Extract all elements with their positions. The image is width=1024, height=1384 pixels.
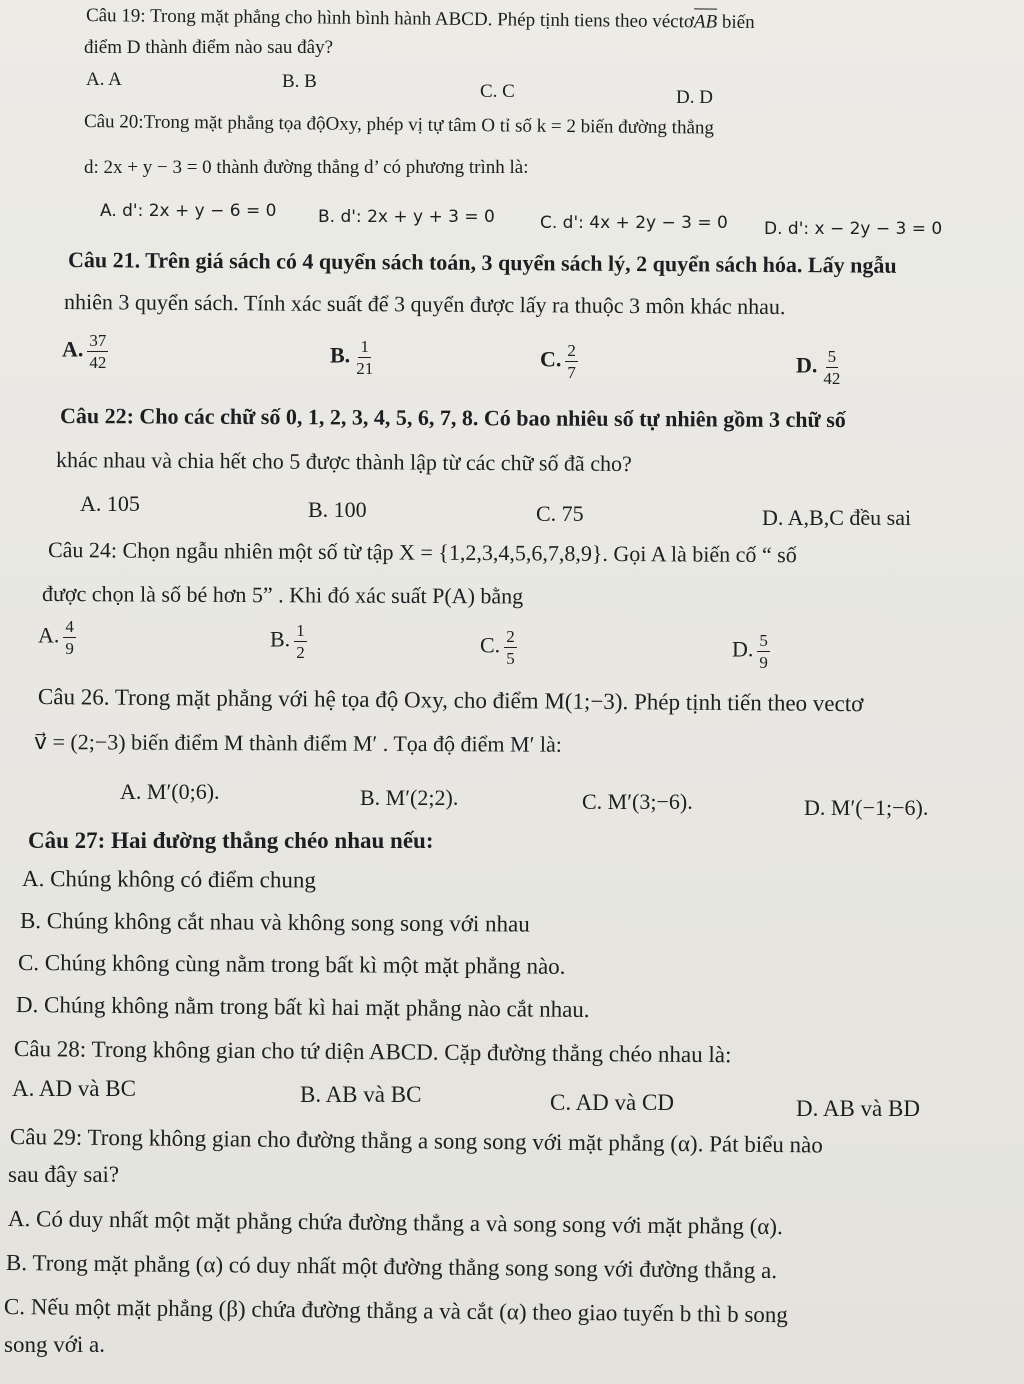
q26-option-c: C. M′(3;−6). <box>582 789 693 814</box>
q29-line1: Câu 29: Trong không gian cho đường thẳng a song song với mặt phẳng (α). Pát biểu nào <box>9 1124 823 1158</box>
q27-option-b: B. Chúng không cắt nhau và không song song với nhau <box>19 908 530 937</box>
q20-line1: Câu 20:Trong mặt phẳng tọa độOxy, phép vị tự tâm O tỉ số k = 2 biến đường thẳng <box>83 111 715 139</box>
q28-line1: Câu 28: Trong không gian cho tứ diện ABCD. Cặp đường thẳng chéo nhau là: <box>13 1036 732 1068</box>
q20-option-a: A. d': 2x + y − 6 = 0 <box>100 201 277 221</box>
q29-option-b: B. Trong mặt phẳng (α) có duy nhất một đường thẳng song song với đường thẳng a. <box>5 1250 778 1284</box>
q24-option-d: D. $\frac{5}{9}$ <box>732 631 768 672</box>
q20-option-b: B. d': 2x + y + 3 = 0 <box>318 207 495 227</box>
q19-line2: điểm D thành điểm nào sau đây? <box>84 37 334 58</box>
q19-line1: Câu 19: Trong mặt phẳng cho hình bình hành ABCD. Phép tịnh tiens theo véctơ AB biến <box>85 5 755 34</box>
q26-line2: v⃗ = (2;−3) biến điểm M thành điểm M′ . Tọa độ điểm M′ là: <box>33 729 562 757</box>
q21-option-a: A. $\frac{37}{42}$ <box>62 331 107 372</box>
q27-line1: Câu 27: Hai đường thẳng chéo nhau nếu: <box>28 828 434 853</box>
q19-option-a: A. A <box>86 69 122 90</box>
q21-option-d: D. $\frac{5}{42}$ <box>796 347 841 388</box>
q26-option-a: A. M′(0;6). <box>120 779 220 804</box>
q29-tail: song với a. <box>4 1332 105 1357</box>
q20-line2: d: 2x + y − 3 = 0 thành đường thẳng d’ có phương trình là: <box>84 157 529 178</box>
q22-line2: khác nhau và chia hết cho 5 được thành lập từ các chữ số đã cho? <box>55 447 632 477</box>
q24-option-b: B. $\frac{1}{2}$ <box>270 621 305 662</box>
q28-option-d: D. AB và BD <box>796 1096 920 1121</box>
q22-option-d: D. A,B,C đều sai <box>762 505 912 530</box>
q29-option-a: A. Có duy nhất một mặt phẳng chứa đường thẳng a và song song với mặt phẳng (α). <box>7 1206 783 1240</box>
q24-option-c: C. $\frac{2}{5}$ <box>480 627 515 668</box>
q28-option-a: A. AD và BC <box>12 1076 136 1101</box>
q27-option-a: A. Chúng không có điểm chung <box>21 866 316 893</box>
q24-line2: được chọn là số bé hơn 5” . Khi đó xác suất P(A) bằng <box>41 581 524 609</box>
q22-option-c: C. 75 <box>536 501 584 526</box>
q28-option-b: B. AB và BC <box>300 1082 422 1107</box>
q27-option-d: D. Chúng không nằm trong bất kì hai mặt phẳng nào cắt nhau. <box>15 992 590 1023</box>
q21-option-c: C. $\frac{2}{7}$ <box>540 341 576 382</box>
q22-option-a: A. 105 <box>80 491 140 516</box>
q19-option-b: B. B <box>282 71 317 92</box>
q19-option-c: C. C <box>480 81 515 102</box>
q26-option-b: B. M′(2;2). <box>360 785 459 810</box>
q29-line2: sau đây sai? <box>8 1162 120 1187</box>
q21-option-b: B. $\frac{1}{21}$ <box>330 337 374 378</box>
q24-line1: Câu 24: Chọn ngẫu nhiên một số từ tập X = {1,2,3,4,5,6,7,8,9}. Gọi A là biến cố “ số <box>47 537 797 568</box>
q26-line1: Câu 26. Trong mặt phẳng với hệ tọa độ Oxy, cho điểm M(1;−3). Phép tịnh tiến theo vectơ <box>37 684 864 717</box>
q29-option-c: C. Nếu một mặt phẳng (β) chứa đường thẳng a và cắt (α) theo giao tuyến b thì b song <box>3 1294 788 1328</box>
q20-option-d: D. d': x − 2y − 3 = 0 <box>764 219 943 239</box>
q28-option-c: C. AD và CD <box>550 1090 674 1115</box>
q27-option-c: C. Chúng không cùng nằm trong bất kì một mặt phẳng nào. <box>17 950 566 979</box>
q24-option-a: A. $\frac{4}{9}$ <box>38 617 74 658</box>
q20-option-c: C. d': 4x + 2y − 3 = 0 <box>540 213 728 233</box>
q22-line1: Câu 22: Cho các chữ số 0, 1, 2, 3, 4, 5, 6, 7, 8. Có bao nhiêu số tự nhiên gồm 3 chữ số <box>59 403 846 433</box>
q26-option-d: D. M′(−1;−6). <box>804 795 929 820</box>
q19-option-d: D. D <box>676 87 713 108</box>
q22-option-b: B. 100 <box>308 497 367 522</box>
q21-line1: Câu 21. Trên giá sách có 4 quyển sách toán, 3 quyển sách lý, 2 quyển sách hóa. Lấy ngẫu <box>67 247 897 278</box>
q21-line2: nhiên 3 quyển sách. Tính xác suất để 3 quyển được lấy ra thuộc 3 môn khác nhau. <box>63 289 786 320</box>
